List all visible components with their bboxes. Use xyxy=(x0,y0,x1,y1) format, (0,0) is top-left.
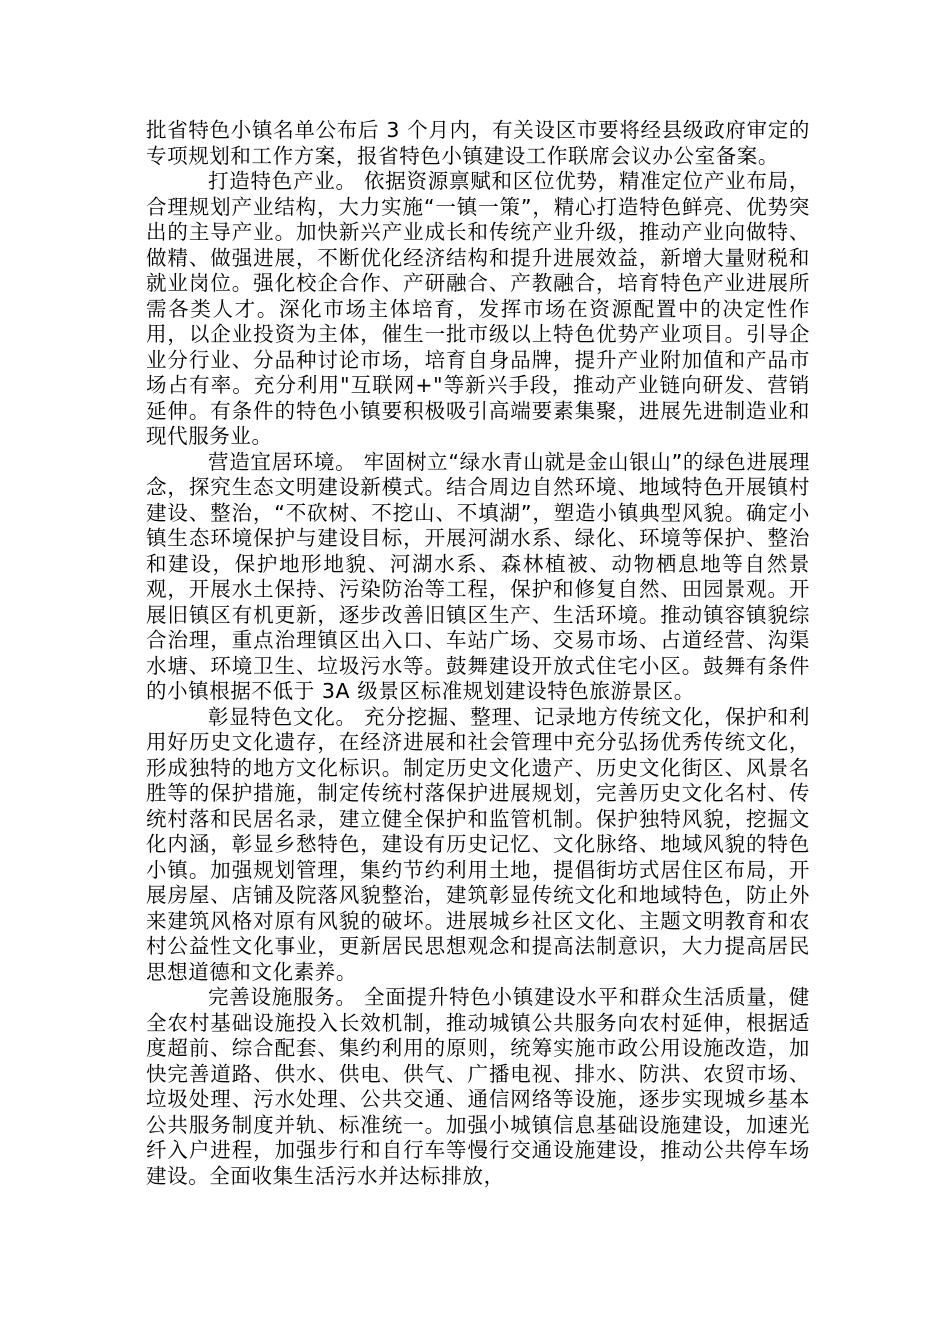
paragraph-facilities: 完善设施服务。 全面提升特色小镇建设水平和群众生活质量，健全农村基础设施投入长效机制，推动城镇公共服务向农村延伸，根据适度超前、综合配套、集约利用的原则，统筹实施市政公用设施改造，加快完善道路、供水、供电、供气、广播电视、排水、防洪、农贸市场、垃圾处理、污水处理、公共交通、通信网络等设施，逐步实现城乡基本公共服务制度并轨、标准统一。加强小城镇信息基础设施建设，加速光纤入户进程，加强步行和自行车等慢行交通设施建设，推动公共停车场建设。全面收集生活污水并达标排放， xyxy=(146,985,810,1188)
paragraph-industry: 打造特色产业。 依据资源禀赋和区位优势，精准定位产业布局，合理规划产业结构，大力实施“一镇一策”，精心打造特色鲜亮、优势突出的主导产业。加快新兴产业成长和传统产业升级，推动产业向做特、做精、做强进展，不断优化经济结构和提升进展效益，新增大量财税和就业岗位。强化校企合作、产研融合、产教融合，培育特色产业进展所需各类人才。深化市场主体培育，发挥市场在资源配置中的决定性作用，以企业投资为主体，催生一批市级以上特色优势产业项目。引导企业分行业、分品种讨论市场，培育自身品牌，提升产业附加值和产品市场占有率。充分利用"互联网+"等新兴手段，推动产业链向研发、营销延伸。有条件的特色小镇要积极吸引高端要素集聚，进展先进制造业和现代服务业。 xyxy=(146,169,810,448)
document-body xyxy=(146,118,810,1189)
paragraph-culture: 彰显特色文化。 充分挖掘、整理、记录地方传统文化，保护和利用好历史文化遗存，在经济进展和社会管理中充分弘扬优秀传统文化，形成独特的地方文化标识。制定历史文化遗产、历史文化街区、风景名胜等的保护措施，制定传统村落保护进展规划，完善历史文化名村、传统村落和民居名录，建立健全保护和监管机制。保护独特风貌，挖掘文化内涵，彰显乡愁特色，建设有历史记忆、文化脉络、地域风貌的特色小镇。加强规划管理，集约节约利用土地，提倡街坊式居住区布局，开展房屋、店铺及院落风貌整治，建筑彰显传统文化和地域特色，防止外来建筑风格对原有风貌的破坏。进展城乡社区文化、主题文明教育和农村公益性文化事业，更新居民思想观念和提高法制意识，大力提高居民思想道德和文化素养。 xyxy=(146,704,810,984)
paragraph-continuation: 批省特色小镇名单公布后 3 个月内，有关设区市要将经县级政府审定的专项规划和工作方案，报省特色小镇建设工作联席会议办公室备案。 xyxy=(146,118,810,168)
paragraph-environment: 营造宜居环境。 牢固树立“绿水青山就是金山银山”的绿色进展理念，探究生态文明建设新模式。结合周边自然环境、地域特色开展镇村建设、整治，“不砍树、不挖山、不填湖”，塑造小镇典型风貌。确定小镇生态环境保护与建设目标，开展河湖水系、绿化、环境等保护、整治和建设，保护地形地貌、河湖水系、森林植被、动物栖息地等自然景观，开展水土保持、污染防治等工程，保护和修复自然、田园景观。开展旧镇区有机更新，逐步改善旧镇区生产、生活环境。推动镇容镇貌综合治理，重点治理镇区出入口、车站广场、交易市场、占道经营、沟渠水塘、环境卫生、垃圾污水等。鼓舞建设开放式住宅小区。鼓舞有条件的小镇根据不低于 3A 级景区标准规划建设特色旅游景区。 xyxy=(146,449,810,703)
